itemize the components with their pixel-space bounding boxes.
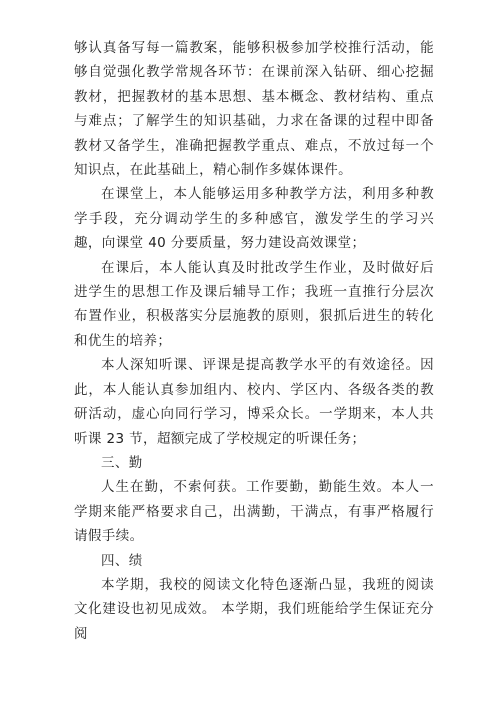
paragraph-after-class: 在课后，本人能认真及时批改学生作业，及时做好后进学生的思想工作及课后辅导工作；我班一直推行分层次布置作业，积极落实分层施教的原则，狠抓后进生的转化和优生的培养； (74, 259, 434, 349)
document-body (74, 36, 434, 646)
paragraph-lesson-observation: 本人深知听课、评课是提高教学水平的有效途径。因此，本人能认真参加组内、校内、学区内、各级各类的教研活动，虚心向同行学习，博采众长。一学期来，本人共听课 23 节，超额完成了学校规定的听课任务； (74, 357, 434, 447)
section-heading-achievements: 四、绩 (101, 552, 143, 569)
paragraph-diligence: 人生在勤，不索何获。工作要勤，勤能生效。本人一学期来能严格要求自己，出满勤，干满点，有事严格履行请假手续。 (74, 479, 434, 545)
paragraph-achievements: 本学期，我校的阅读文化特色逐渐凸显，我班的阅读文化建设也初见成效。 本学期，我们班能给学生保证充分阅 (74, 576, 434, 642)
paragraph-lesson-preparation: 够认真备写每一篇教案，能够积极参加学校推行活动，能够自觉强化教学常规各环节：在课前深入钻研、细心挖掘教材，把握教材的基本思想、基本概念、教材结构、重点与难点；了解学生的知识基础，力求在备课的过程中即备教材又备学生，准确把握教学重点、难点，不放过每一个知识点，在此基础上，精心制作多媒体课件。 (74, 40, 434, 179)
section-heading-diligence: 三、勤 (101, 454, 143, 471)
paragraph-classroom-teaching: 在课堂上，本人能够运用多种教学方法，利用多种教学手段，充分调动学生的多种感官，激发学生的学习兴趣，向课堂 40 分要质量，努力建设高效课堂； (74, 186, 434, 252)
